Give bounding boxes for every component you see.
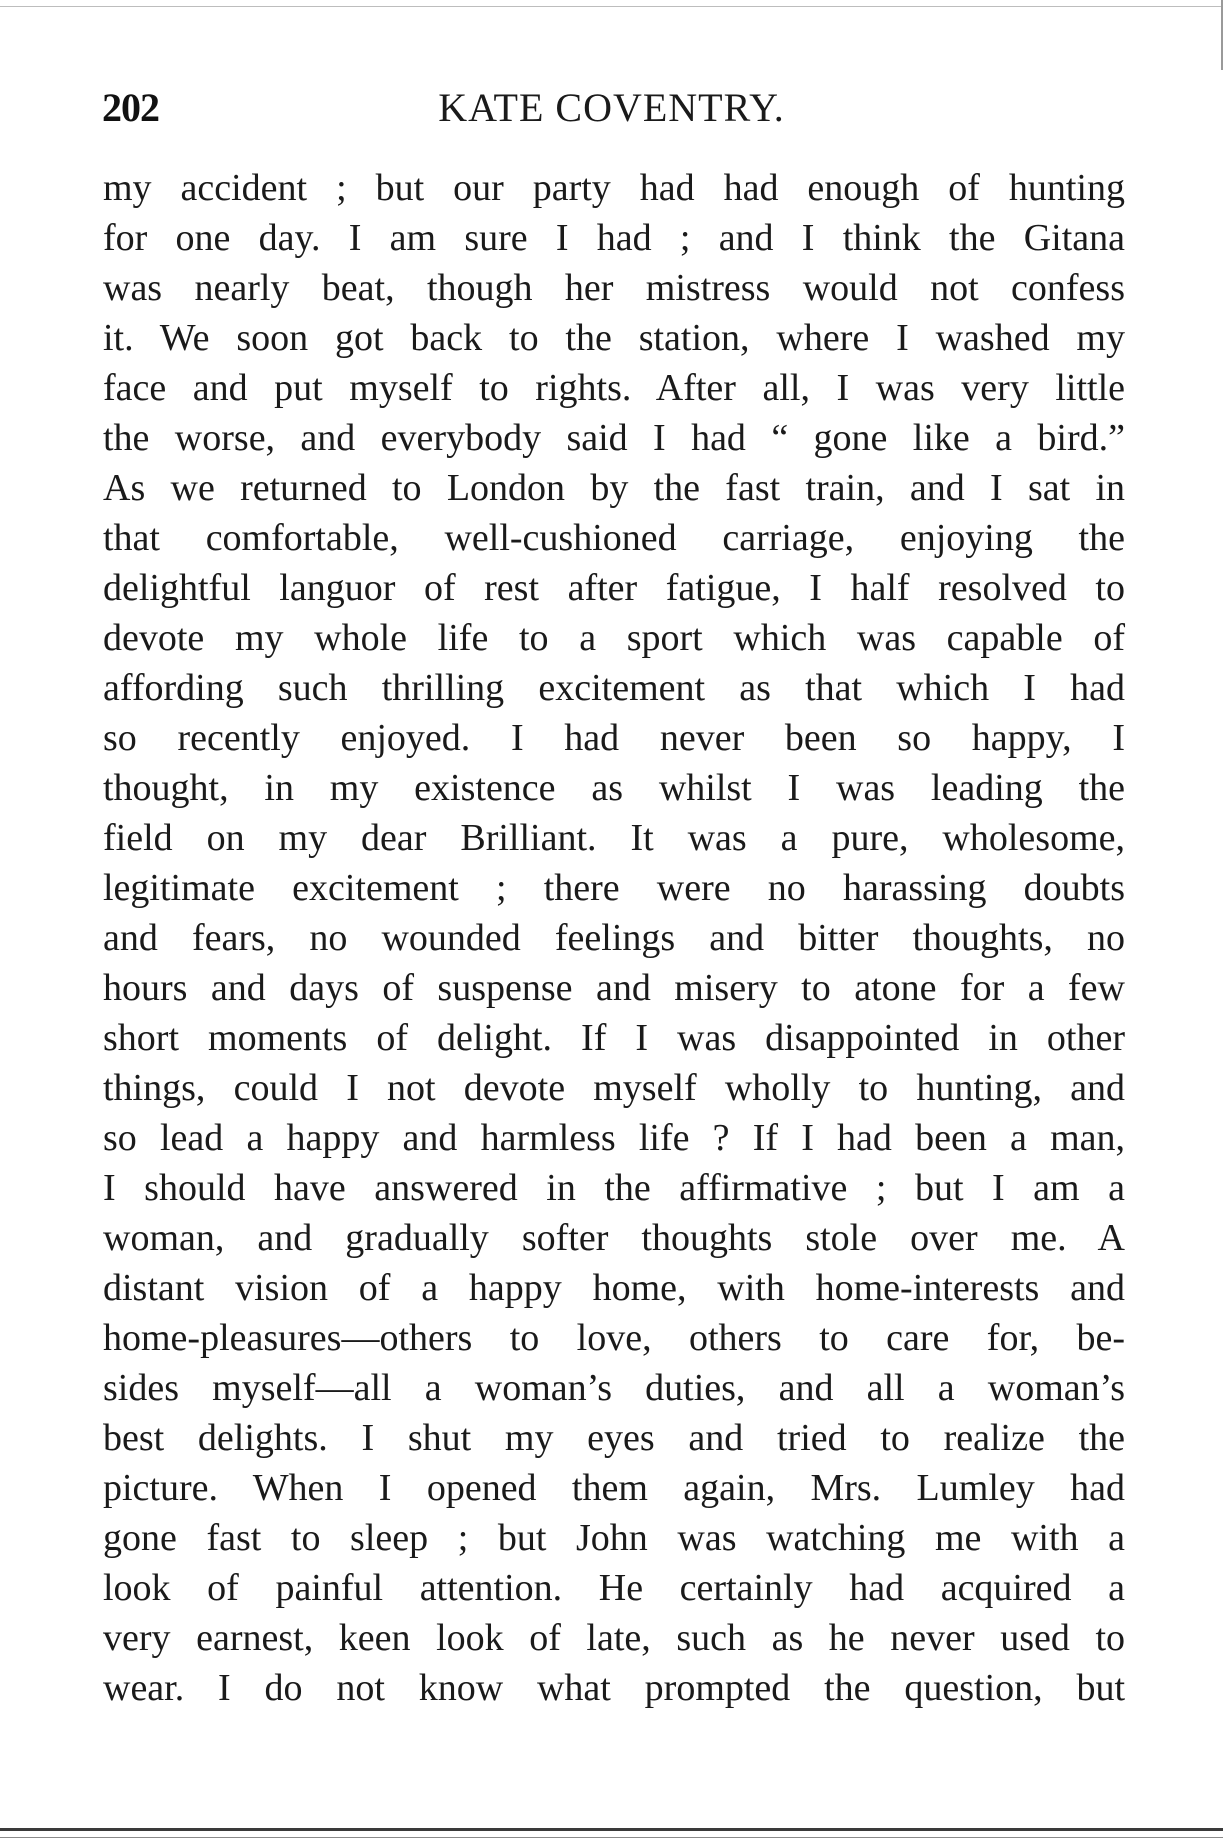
text-line: so recently enjoyed. I had never been so happy, I xyxy=(103,717,1125,759)
text-line: sides myself—all a woman’s duties, and all a woman’s xyxy=(103,1367,1125,1409)
text-line: home-pleasures—others to love, others to care for, be- xyxy=(103,1317,1125,1359)
text-line: my accident ; but our party had had enough of hunting xyxy=(103,167,1125,209)
text-line: wear. I do not know what prompted the question, but xyxy=(103,1667,1125,1709)
text-line: As we returned to London by the fast train, and I sat in xyxy=(103,467,1125,509)
bottom-page-edge-thin-rule xyxy=(0,1837,1223,1838)
top-page-edge-rule xyxy=(0,6,1223,7)
text-line: woman, and gradually softer thoughts stole over me. A xyxy=(103,1217,1125,1259)
text-line: so lead a happy and harmless life ? If I had been a man, xyxy=(103,1117,1125,1159)
body-text xyxy=(103,163,1125,1713)
text-line: was nearly beat, though her mistress would not confess xyxy=(103,267,1125,309)
top-right-edge-mark xyxy=(1213,0,1223,70)
running-title-text: KATE COVENTRY. xyxy=(438,85,785,130)
text-line: legitimate excitement ; there were no harassing doubts xyxy=(103,867,1125,909)
text-line: thought, in my existence as whilst I was leading the xyxy=(103,767,1125,809)
text-line: and fears, no wounded feelings and bitter thoughts, no xyxy=(103,917,1125,959)
text-line: things, could I not devote myself wholly to hunting, and xyxy=(103,1067,1125,1109)
running-title xyxy=(0,84,1223,131)
page-number: 202 xyxy=(102,85,159,130)
text-line: I should have answered in the affirmative ; but I am a xyxy=(103,1167,1125,1209)
text-line: face and put myself to rights. After all, I was very little xyxy=(103,367,1125,409)
text-line: very earnest, keen look of late, such as he never used to xyxy=(103,1617,1125,1659)
text-line: devote my whole life to a sport which was capable of xyxy=(103,617,1125,659)
text-line: the worse, and everybody said I had “ gone like a bird.” xyxy=(103,417,1125,459)
bottom-page-edge-rule xyxy=(0,1828,1223,1831)
text-line: best delights. I shut my eyes and tried to realize the xyxy=(103,1417,1125,1459)
text-line: picture. When I opened them again, Mrs. Lumley had xyxy=(103,1467,1125,1509)
text-line: affording such thrilling excitement as that which I had xyxy=(103,667,1125,709)
text-line: field on my dear Brilliant. It was a pure, wholesome, xyxy=(103,817,1125,859)
text-line: that comfortable, well-cushioned carriage, enjoying the xyxy=(103,517,1125,559)
text-line: for one day. I am sure I had ; and I think the Gitana xyxy=(103,217,1125,259)
text-line: hours and days of suspense and misery to atone for a few xyxy=(103,967,1125,1009)
text-line: it. We soon got back to the station, where I washed my xyxy=(103,317,1125,359)
text-line: delightful languor of rest after fatigue, I half resolved to xyxy=(103,567,1125,609)
text-line: gone fast to sleep ; but John was watching me with a xyxy=(103,1517,1125,1559)
text-line: look of painful attention. He certainly had acquired a xyxy=(103,1567,1125,1609)
text-line: distant vision of a happy home, with home-interests and xyxy=(103,1267,1125,1309)
text-line: short moments of delight. If I was disappointed in other xyxy=(103,1017,1125,1059)
